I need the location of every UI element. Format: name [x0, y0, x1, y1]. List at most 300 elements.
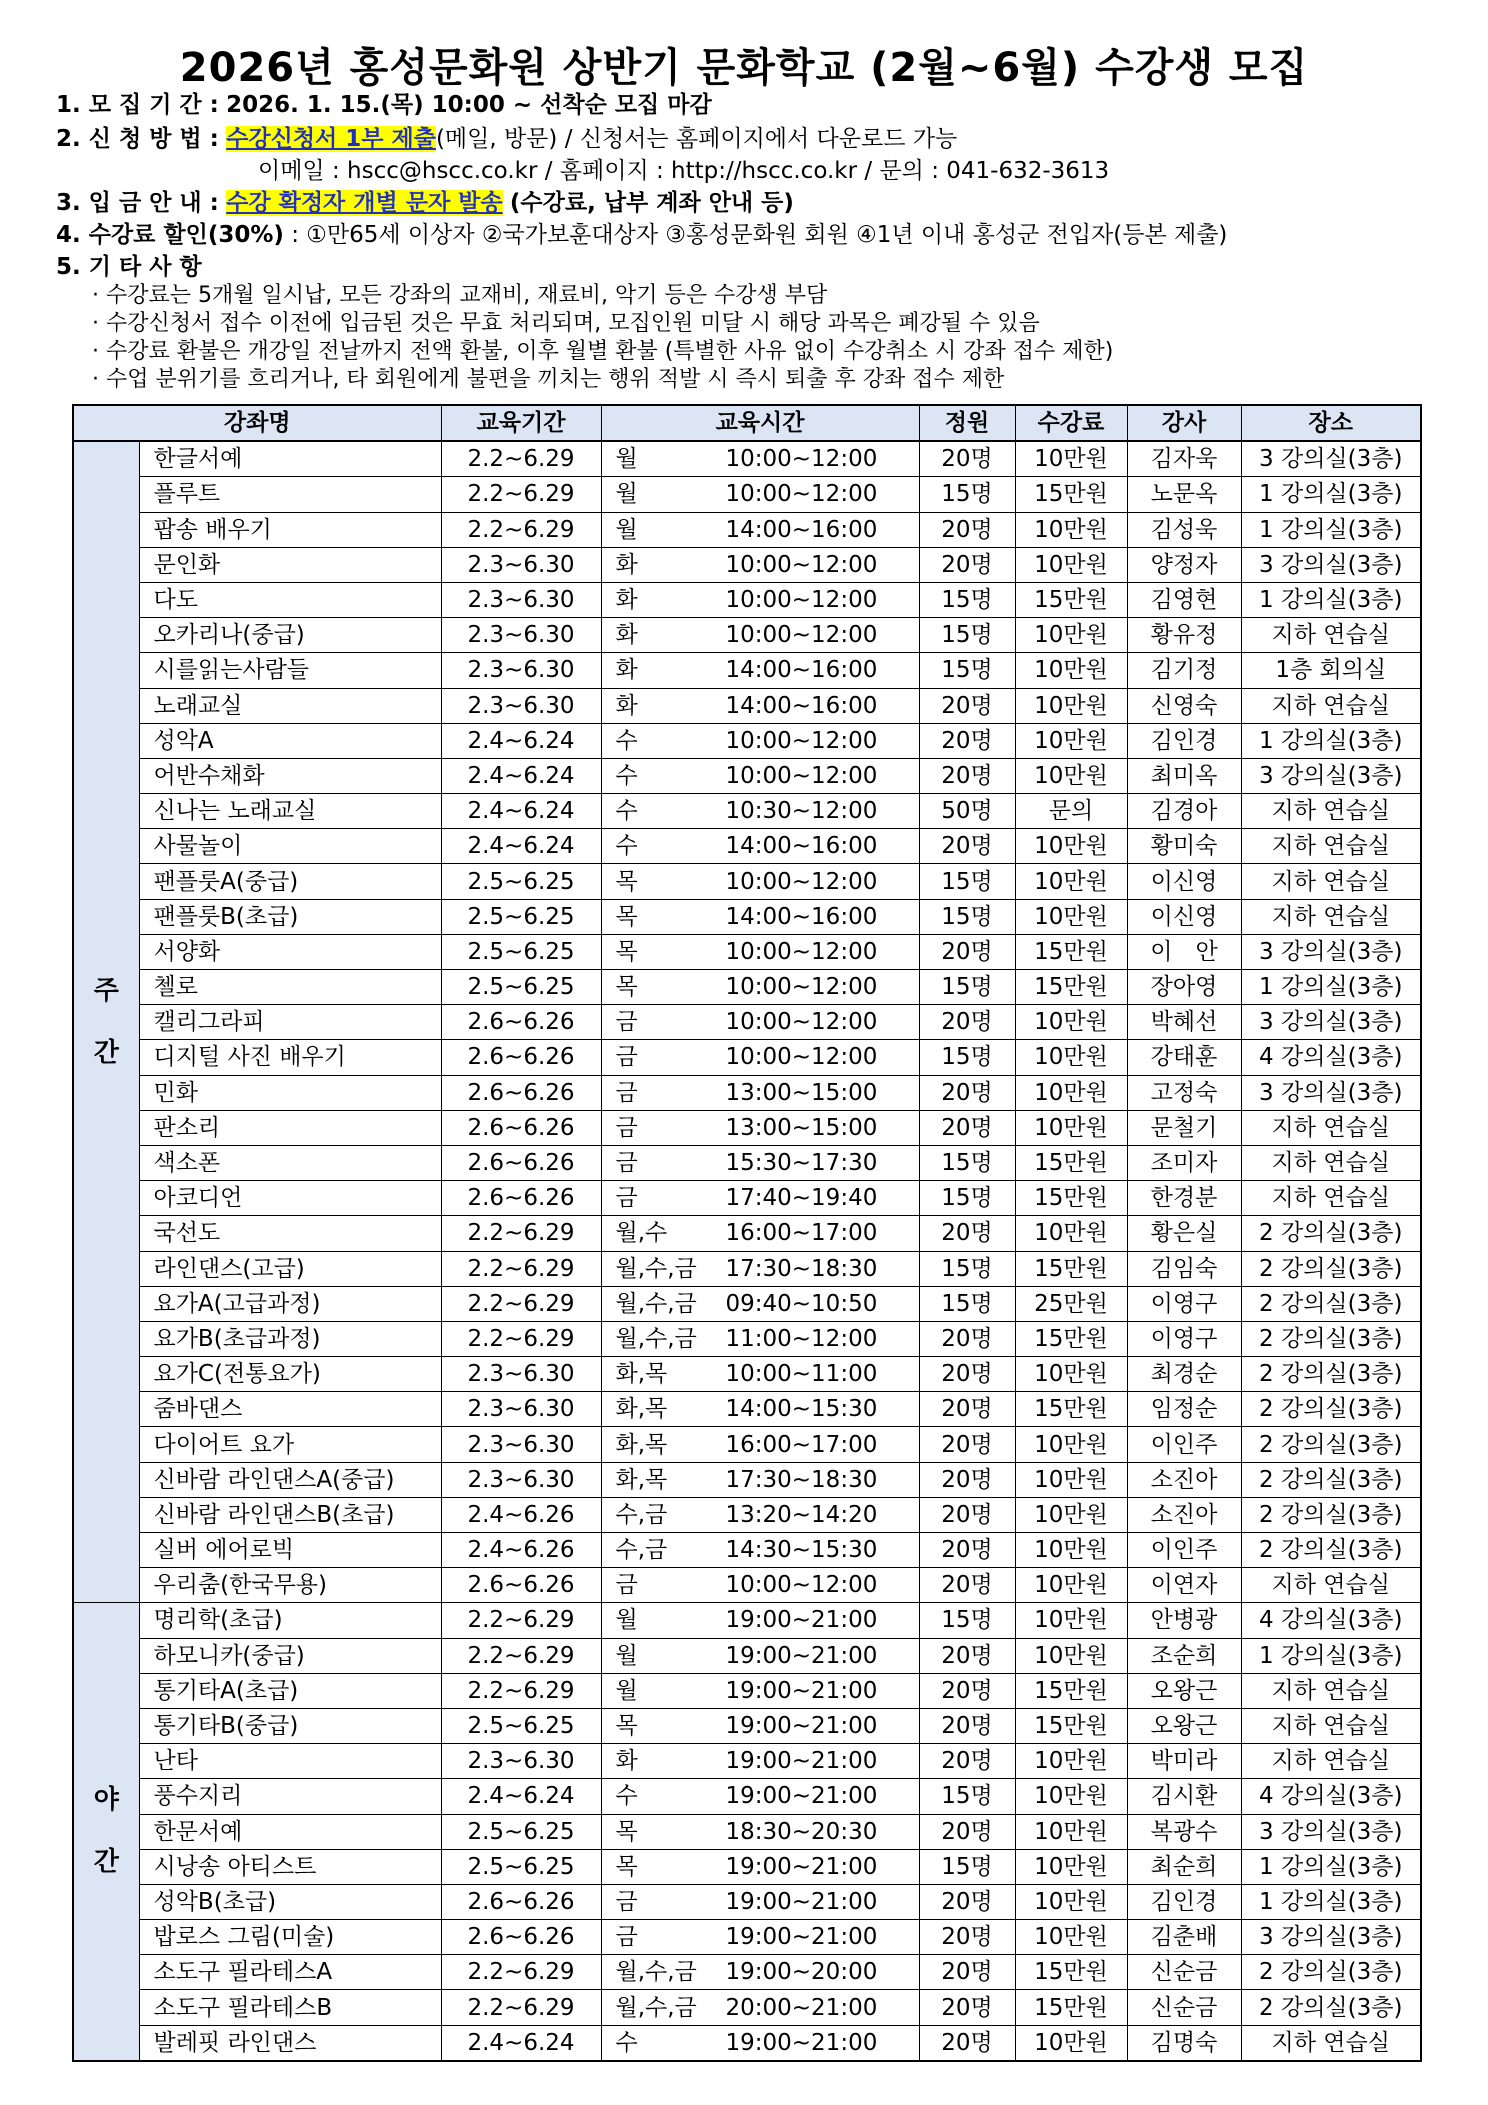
- course-schedule: [601, 1990, 919, 2025]
- course-instructor: 복광수: [1127, 1814, 1241, 1849]
- course-name: 성악A: [139, 723, 441, 758]
- course-location: 1 강의실(3층): [1241, 1884, 1421, 1919]
- course-time: 10:00~12:00: [725, 762, 878, 789]
- course-location: 1 강의실(3층): [1241, 582, 1421, 617]
- course-time: 19:00~21:00: [725, 2029, 878, 2056]
- course-capacity: 20명: [919, 1814, 1015, 1849]
- course-fee: 10만원: [1015, 1638, 1127, 1673]
- pay-highlight: 수강 확정자 개별 문자 발송: [226, 190, 503, 216]
- course-capacity: 20명: [919, 1392, 1015, 1427]
- course-capacity: 20명: [919, 934, 1015, 969]
- course-fee: 문의: [1015, 794, 1127, 829]
- course-capacity: 20명: [919, 1673, 1015, 1708]
- header-period: 교육기간: [441, 405, 601, 441]
- course-time: 19:00~21:00: [725, 1642, 878, 1669]
- course-time: 11:00~12:00: [725, 1325, 878, 1352]
- header-capacity: 정원: [919, 405, 1015, 441]
- course-instructor: 김시환: [1127, 1779, 1241, 1814]
- course-instructor: 김인경: [1127, 1884, 1241, 1919]
- course-period: 2.2~6.29: [441, 1955, 601, 1990]
- course-name: 다이어트 요가: [139, 1427, 441, 1462]
- info-apply: [56, 124, 957, 154]
- course-name: 오카리나(중급): [139, 618, 441, 653]
- course-day: 화,목: [615, 1431, 668, 1458]
- course-capacity: 15명: [919, 899, 1015, 934]
- course-day: 목: [615, 1853, 638, 1880]
- course-day: 금: [615, 1150, 638, 1177]
- apply-rest: (메일, 방문) / 신청서는 홈페이지에서 다운로드 가능: [435, 126, 958, 152]
- course-day: 금: [615, 1009, 638, 1036]
- course-instructor: 문철기: [1127, 1110, 1241, 1145]
- course-instructor: 신순금: [1127, 1955, 1241, 1990]
- course-day: 금: [615, 1924, 638, 1951]
- course-time: 14:00~16:00: [725, 833, 878, 860]
- course-name: 팬플룻B(초급): [139, 899, 441, 934]
- course-name: 시를읽는사람들: [139, 653, 441, 688]
- course-instructor: 김춘배: [1127, 1920, 1241, 1955]
- course-capacity: 15명: [919, 1040, 1015, 1075]
- course-day: 화,목: [615, 1361, 668, 1388]
- course-schedule: [601, 1110, 919, 1145]
- course-time: 19:00~21:00: [725, 1607, 878, 1634]
- course-period: 2.4~6.24: [441, 2025, 601, 2061]
- course-fee: 15만원: [1015, 582, 1127, 617]
- table-row: [73, 1392, 1421, 1427]
- course-capacity: 15명: [919, 970, 1015, 1005]
- course-instructor: 조미자: [1127, 1145, 1241, 1180]
- course-location: 4 강의실(3층): [1241, 1779, 1421, 1814]
- course-period: 2.6~6.26: [441, 1568, 601, 1603]
- table-row: [73, 1321, 1421, 1356]
- course-table: [72, 404, 1422, 2062]
- course-capacity: 20명: [919, 1005, 1015, 1040]
- course-time: 16:00~17:00: [725, 1431, 878, 1458]
- course-day: 금: [615, 1185, 638, 1212]
- course-period: 2.5~6.25: [441, 1814, 601, 1849]
- course-name: 밥로스 그림(미술): [139, 1920, 441, 1955]
- course-fee: 15만원: [1015, 1955, 1127, 1990]
- course-period: 2.6~6.26: [441, 1884, 601, 1919]
- course-instructor: 오왕근: [1127, 1673, 1241, 1708]
- table-row: [73, 1181, 1421, 1216]
- course-day: 수,금: [615, 1537, 668, 1564]
- course-fee: 10만원: [1015, 1744, 1127, 1779]
- course-location: 1 강의실(3층): [1241, 1638, 1421, 1673]
- course-capacity: 20명: [919, 547, 1015, 582]
- course-day: 금: [615, 1114, 638, 1141]
- course-period: 2.2~6.29: [441, 1673, 601, 1708]
- course-capacity: 20명: [919, 1110, 1015, 1145]
- course-period: 2.3~6.30: [441, 653, 601, 688]
- course-fee: 10만원: [1015, 618, 1127, 653]
- course-schedule: [601, 688, 919, 723]
- course-location: 1층 회의실: [1241, 653, 1421, 688]
- course-period: 2.3~6.30: [441, 547, 601, 582]
- course-time: 19:00~21:00: [725, 1783, 878, 1810]
- discount-value: : ①만65세 이상자 ②국가보훈대상자 ③홍성문화원 회원 ④1년 이내 홍성군 전입자(등본 제출): [291, 222, 1228, 248]
- header-location: 장소: [1241, 405, 1421, 441]
- course-day: 금: [615, 1079, 638, 1106]
- course-day: 화: [615, 657, 638, 684]
- course-name: 소도구 필라테스B: [139, 1990, 441, 2025]
- course-schedule: [601, 441, 919, 477]
- course-schedule: [601, 723, 919, 758]
- course-name: 성악B(초급): [139, 1884, 441, 1919]
- course-time: 19:00~21:00: [725, 1888, 878, 1915]
- course-day: 월,수,금: [615, 1325, 697, 1352]
- course-time: 14:00~15:30: [725, 1396, 878, 1423]
- table-row: [73, 1145, 1421, 1180]
- table-row: [73, 970, 1421, 1005]
- course-capacity: 20명: [919, 512, 1015, 547]
- note-item: · 수업 분위기를 흐리거나, 타 회원에게 불편을 끼치는 행위 적발 시 즉시 퇴출 후 강좌 접수 제한: [92, 367, 1005, 392]
- course-schedule: [601, 1920, 919, 1955]
- course-schedule: [601, 1955, 919, 1990]
- course-schedule: [601, 899, 919, 934]
- course-fee: 15만원: [1015, 1392, 1127, 1427]
- course-instructor: 황미숙: [1127, 829, 1241, 864]
- course-time: 10:00~12:00: [725, 938, 878, 965]
- course-day: 화: [615, 587, 638, 614]
- course-fee: 10만원: [1015, 1603, 1127, 1638]
- course-fee: 10만원: [1015, 723, 1127, 758]
- table-row: [73, 1568, 1421, 1603]
- course-period: 2.3~6.30: [441, 1462, 601, 1497]
- course-period: 2.6~6.26: [441, 1110, 601, 1145]
- course-fee: 10만원: [1015, 829, 1127, 864]
- course-name: 통기타B(중급): [139, 1708, 441, 1743]
- course-location: 지하 연습실: [1241, 1744, 1421, 1779]
- course-location: 2 강의실(3층): [1241, 1286, 1421, 1321]
- course-capacity: 15명: [919, 582, 1015, 617]
- course-period: 2.6~6.26: [441, 1075, 601, 1110]
- table-row: [73, 829, 1421, 864]
- course-location: 2 강의실(3층): [1241, 1462, 1421, 1497]
- table-row: [73, 1779, 1421, 1814]
- table-row: [73, 1462, 1421, 1497]
- course-time: 10:00~12:00: [725, 1572, 878, 1599]
- course-capacity: 20명: [919, 1990, 1015, 2025]
- table-row: [73, 1884, 1421, 1919]
- course-instructor: 고정숙: [1127, 1075, 1241, 1110]
- course-instructor: 박혜선: [1127, 1005, 1241, 1040]
- course-capacity: 20명: [919, 1638, 1015, 1673]
- course-day: 금: [615, 1888, 638, 1915]
- course-time: 14:00~16:00: [725, 657, 878, 684]
- course-instructor: 김인경: [1127, 723, 1241, 758]
- course-instructor: 황유정: [1127, 618, 1241, 653]
- course-instructor: 이신영: [1127, 864, 1241, 899]
- course-period: 2.2~6.29: [441, 1251, 601, 1286]
- course-location: 지하 연습실: [1241, 899, 1421, 934]
- course-capacity: 15명: [919, 1849, 1015, 1884]
- course-time: 17:30~18:30: [725, 1466, 878, 1493]
- course-time: 10:30~12:00: [725, 798, 878, 825]
- table-row: [73, 1955, 1421, 1990]
- course-day: 목: [615, 1713, 638, 1740]
- course-time: 13:00~15:00: [725, 1114, 878, 1141]
- course-instructor: 황은실: [1127, 1216, 1241, 1251]
- course-instructor: 김기정: [1127, 653, 1241, 688]
- course-fee: 10만원: [1015, 2025, 1127, 2061]
- course-fee: 10만원: [1015, 758, 1127, 793]
- course-period: 2.5~6.25: [441, 970, 601, 1005]
- course-schedule: [601, 1603, 919, 1638]
- course-period: 2.5~6.25: [441, 1708, 601, 1743]
- course-location: 2 강의실(3층): [1241, 1955, 1421, 1990]
- course-period: 2.2~6.29: [441, 1603, 601, 1638]
- course-fee: 10만원: [1015, 1920, 1127, 1955]
- table-row: [73, 1216, 1421, 1251]
- course-time: 19:00~21:00: [725, 1924, 878, 1951]
- course-name: 아코디언: [139, 1181, 441, 1216]
- course-day: 수: [615, 2029, 638, 2056]
- course-period: 2.3~6.30: [441, 1392, 601, 1427]
- course-name: 문인화: [139, 547, 441, 582]
- course-location: 지하 연습실: [1241, 688, 1421, 723]
- page-title: 2026년 홍성문화원 상반기 문화학교 (2월~6월) 수강생 모집: [179, 45, 1309, 91]
- course-capacity: 15명: [919, 618, 1015, 653]
- course-period: 2.6~6.26: [441, 1145, 601, 1180]
- course-schedule: [601, 1075, 919, 1110]
- course-day: 월,수,금: [615, 1959, 697, 1986]
- course-name: 실버 에어로빅: [139, 1533, 441, 1568]
- course-period: 2.3~6.30: [441, 688, 601, 723]
- course-schedule: [601, 829, 919, 864]
- course-period: 2.3~6.30: [441, 1427, 601, 1462]
- course-time: 10:00~12:00: [725, 1009, 878, 1036]
- course-schedule: [601, 1286, 919, 1321]
- course-schedule: [601, 1814, 919, 1849]
- course-fee: 15만원: [1015, 1708, 1127, 1743]
- course-schedule: [601, 1005, 919, 1040]
- info-payment: [56, 188, 794, 218]
- course-capacity: 15명: [919, 1286, 1015, 1321]
- course-instructor: 소진아: [1127, 1497, 1241, 1532]
- course-fee: 10만원: [1015, 1005, 1127, 1040]
- course-fee: 10만원: [1015, 1462, 1127, 1497]
- table-row: [73, 1040, 1421, 1075]
- course-period: 2.6~6.26: [441, 1005, 601, 1040]
- course-capacity: 20명: [919, 829, 1015, 864]
- table-row: [73, 1251, 1421, 1286]
- course-name: 판소리: [139, 1110, 441, 1145]
- course-schedule: [601, 1744, 919, 1779]
- period-value: 2026. 1. 15.(목) 10:00 ~ 선착순 모집 마감: [226, 92, 712, 118]
- course-time: 13:20~14:20: [725, 1501, 878, 1528]
- course-time: 18:30~20:30: [725, 1818, 878, 1845]
- course-fee: 10만원: [1015, 1040, 1127, 1075]
- course-instructor: 최순희: [1127, 1849, 1241, 1884]
- course-location: 2 강의실(3층): [1241, 1251, 1421, 1286]
- course-period: 2.2~6.29: [441, 1638, 601, 1673]
- course-period: 2.5~6.25: [441, 864, 601, 899]
- course-location: 지하 연습실: [1241, 829, 1421, 864]
- course-day: 금: [615, 1044, 638, 1071]
- course-capacity: 20명: [919, 1216, 1015, 1251]
- course-period: 2.6~6.26: [441, 1040, 601, 1075]
- course-location: 지하 연습실: [1241, 618, 1421, 653]
- course-time: 14:00~16:00: [725, 516, 878, 543]
- course-name: 민화: [139, 1075, 441, 1110]
- course-location: 2 강의실(3층): [1241, 1357, 1421, 1392]
- course-location: 2 강의실(3층): [1241, 1392, 1421, 1427]
- course-name: 하모니카(중급): [139, 1638, 441, 1673]
- course-time: 10:00~12:00: [725, 727, 878, 754]
- course-period: 2.2~6.29: [441, 1321, 601, 1356]
- course-day: 금: [615, 1572, 638, 1599]
- course-name: 사물놀이: [139, 829, 441, 864]
- note-item: · 수강료 환불은 개강일 전날까지 전액 환불, 이후 월별 환불 (특별한 사유 없이 수강취소 시 강좌 접수 제한): [92, 339, 1114, 364]
- table-row: [73, 758, 1421, 793]
- course-instructor: 강태훈: [1127, 1040, 1241, 1075]
- course-fee: 10만원: [1015, 441, 1127, 477]
- course-day: 목: [615, 903, 638, 930]
- course-location: 3 강의실(3층): [1241, 758, 1421, 793]
- course-fee: 10만원: [1015, 512, 1127, 547]
- course-schedule: [601, 618, 919, 653]
- table-row: [73, 1357, 1421, 1392]
- course-name: 한문서예: [139, 1814, 441, 1849]
- course-instructor: 이인주: [1127, 1533, 1241, 1568]
- table-row: [73, 1673, 1421, 1708]
- course-schedule: [601, 1427, 919, 1462]
- course-day: 목: [615, 1818, 638, 1845]
- course-time: 15:30~17:30: [725, 1150, 878, 1177]
- course-instructor: 김명숙: [1127, 2025, 1241, 2061]
- course-day: 월: [615, 446, 638, 473]
- course-name: 시낭송 아티스트: [139, 1849, 441, 1884]
- course-instructor: 김성욱: [1127, 512, 1241, 547]
- course-schedule: [601, 1849, 919, 1884]
- course-schedule: [601, 1673, 919, 1708]
- course-instructor: 이영구: [1127, 1321, 1241, 1356]
- course-day: 월,수,금: [615, 1290, 697, 1317]
- course-day: 수: [615, 1783, 638, 1810]
- etc-label: 5. 기 타 사 항: [56, 254, 202, 280]
- course-location: 3 강의실(3층): [1241, 1005, 1421, 1040]
- course-location: 3 강의실(3층): [1241, 547, 1421, 582]
- course-instructor: 한경분: [1127, 1181, 1241, 1216]
- course-period: 2.3~6.30: [441, 582, 601, 617]
- course-instructor: 이영구: [1127, 1286, 1241, 1321]
- course-day: 월,수,금: [615, 1255, 697, 1282]
- course-period: 2.2~6.29: [441, 1990, 601, 2025]
- course-capacity: 15명: [919, 1251, 1015, 1286]
- course-schedule: [601, 1497, 919, 1532]
- course-time: 20:00~21:00: [725, 1994, 878, 2021]
- pay-label: 3. 입 금 안 내 :: [56, 190, 219, 216]
- course-schedule: [601, 2025, 919, 2061]
- course-name: 캘리그라피: [139, 1005, 441, 1040]
- table-row: [73, 1603, 1421, 1638]
- course-location: 3 강의실(3층): [1241, 1920, 1421, 1955]
- course-instructor: 신영숙: [1127, 688, 1241, 723]
- apply-highlight: 수강신청서 1부 제출: [226, 126, 436, 152]
- course-time: 17:30~18:30: [725, 1255, 878, 1282]
- course-name: 명리학(초급): [139, 1603, 441, 1638]
- table-row: [73, 477, 1421, 512]
- course-location: 지하 연습실: [1241, 1568, 1421, 1603]
- table-row: [73, 618, 1421, 653]
- course-instructor: 이연자: [1127, 1568, 1241, 1603]
- course-schedule: [601, 1779, 919, 1814]
- contact-line: 이메일 : hscc@hscc.co.kr / 홈페이지 : http://hscc.co.kr / 문의 : 041-632-3613: [258, 158, 1110, 184]
- course-fee: 15만원: [1015, 1181, 1127, 1216]
- course-location: 지하 연습실: [1241, 864, 1421, 899]
- table-body: [73, 441, 1421, 2061]
- course-fee: 10만원: [1015, 1884, 1127, 1919]
- course-name: 통기타A(초급): [139, 1673, 441, 1708]
- table-row: [73, 794, 1421, 829]
- course-period: 2.6~6.26: [441, 1181, 601, 1216]
- table-row: [73, 1920, 1421, 1955]
- course-capacity: 20명: [919, 1744, 1015, 1779]
- course-location: 4 강의실(3층): [1241, 1040, 1421, 1075]
- course-capacity: 20명: [919, 1427, 1015, 1462]
- course-name: 소도구 필라테스A: [139, 1955, 441, 1990]
- course-day: 월: [615, 1677, 638, 1704]
- course-capacity: 20명: [919, 1533, 1015, 1568]
- info-discount: [56, 220, 1227, 250]
- course-day: 화: [615, 622, 638, 649]
- course-fee: 10만원: [1015, 899, 1127, 934]
- course-capacity: 20명: [919, 1462, 1015, 1497]
- course-schedule: [601, 1145, 919, 1180]
- course-capacity: 20명: [919, 758, 1015, 793]
- table-row: [73, 1990, 1421, 2025]
- course-instructor: 최경순: [1127, 1357, 1241, 1392]
- course-capacity: 20명: [919, 1920, 1015, 1955]
- table-header-row: [73, 405, 1421, 441]
- course-name: 라인댄스(고급): [139, 1251, 441, 1286]
- course-fee: 10만원: [1015, 1533, 1127, 1568]
- course-schedule: [601, 1568, 919, 1603]
- course-capacity: 15명: [919, 653, 1015, 688]
- course-day: 수: [615, 833, 638, 860]
- course-location: 지하 연습실: [1241, 2025, 1421, 2061]
- course-capacity: 20명: [919, 1568, 1015, 1603]
- course-day: 화,목: [615, 1466, 668, 1493]
- course-location: 2 강의실(3층): [1241, 1216, 1421, 1251]
- course-schedule: [601, 1392, 919, 1427]
- section-daytime: 주 간: [73, 441, 139, 1603]
- course-time: 09:40~10:50: [725, 1290, 878, 1317]
- course-time: 16:00~17:00: [725, 1220, 878, 1247]
- course-day: 월: [615, 1607, 638, 1634]
- table-row: [73, 1286, 1421, 1321]
- course-fee: 15만원: [1015, 1145, 1127, 1180]
- course-capacity: 15명: [919, 1779, 1015, 1814]
- course-name: 신나는 노래교실: [139, 794, 441, 829]
- course-capacity: 15명: [919, 1181, 1015, 1216]
- course-instructor: 오왕근: [1127, 1708, 1241, 1743]
- course-instructor: 양정자: [1127, 547, 1241, 582]
- course-name: 서양화: [139, 934, 441, 969]
- course-instructor: 최미옥: [1127, 758, 1241, 793]
- course-location: 3 강의실(3층): [1241, 441, 1421, 477]
- table-row: [73, 934, 1421, 969]
- course-location: 지하 연습실: [1241, 1181, 1421, 1216]
- table-row: [73, 1497, 1421, 1532]
- course-time: 14:00~16:00: [725, 903, 878, 930]
- course-time: 10:00~12:00: [725, 1044, 878, 1071]
- course-time: 19:00~21:00: [725, 1713, 878, 1740]
- course-schedule: [601, 512, 919, 547]
- course-period: 2.2~6.29: [441, 512, 601, 547]
- course-time: 19:00~21:00: [725, 1853, 878, 1880]
- course-day: 목: [615, 938, 638, 965]
